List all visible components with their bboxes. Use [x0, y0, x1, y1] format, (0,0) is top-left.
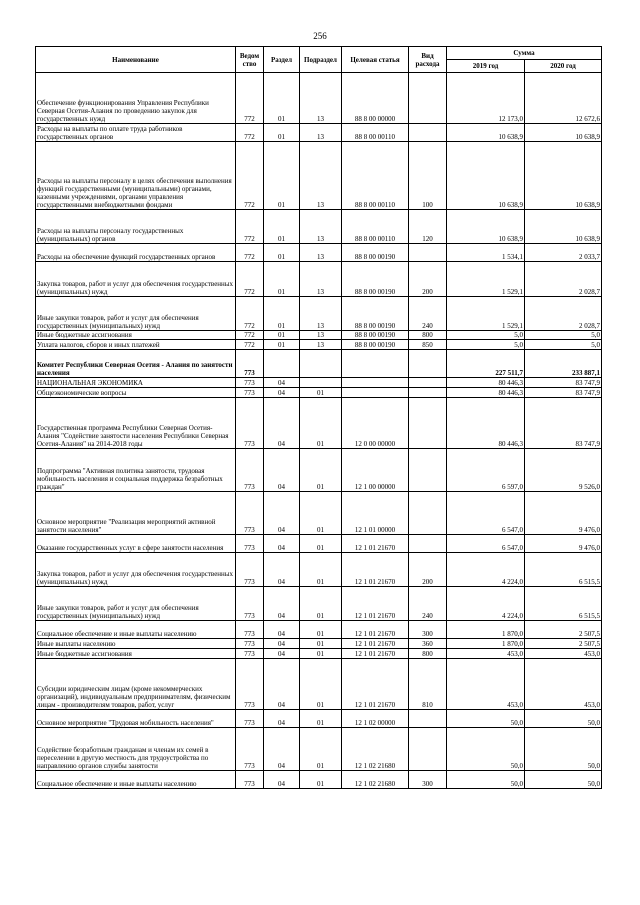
row-target: 12 1 01 21670 [342, 649, 409, 659]
row-target [342, 378, 409, 388]
row-2020: 83 747,9 [525, 378, 602, 388]
row-exp-type: 120 [409, 210, 447, 244]
row-2020: 6 515,5 [525, 553, 602, 587]
row-target: 12 0 00 00000 [342, 398, 409, 449]
row-name: Иные бюджетные ассигнования [36, 649, 236, 659]
table-row [36, 297, 602, 331]
row-subsection: 13 [300, 142, 342, 210]
row-exp-type: 240 [409, 587, 447, 621]
row-2020: 9 476,0 [525, 535, 602, 553]
row-target: 88 8 00 00190 [342, 262, 409, 297]
row-subsection: 01 [300, 587, 342, 621]
row-name: Иные закупки товаров, работ и услуг для обеспечения государственных (муниципальных) нужд [36, 297, 236, 331]
row-dept: 773 [236, 659, 264, 710]
row-name: Иные закупки товаров, работ и услуг для обеспечения государственных (муниципальных) нужд [36, 587, 236, 621]
page-number: 256 [313, 31, 327, 41]
row-dept: 773 [236, 621, 264, 639]
row-name: Оказание государственных услуг в сфере занятости населения [36, 535, 236, 553]
row-subsection [300, 378, 342, 388]
row-dept: 773 [236, 649, 264, 659]
row-exp-type: 360 [409, 639, 447, 649]
row-dept: 772 [236, 297, 264, 331]
header-2020: 2020 год [525, 60, 602, 73]
row-2019: 50,0 [447, 728, 525, 771]
row-2019: 10 638,9 [447, 142, 525, 210]
row-exp-type [409, 350, 447, 378]
row-section: 04 [264, 649, 300, 659]
row-dept: 772 [236, 331, 264, 340]
row-2020: 50,0 [525, 728, 602, 771]
row-dept: 773 [236, 553, 264, 587]
header-exp-type: Вид расхода [409, 47, 447, 73]
row-dept: 772 [236, 142, 264, 210]
row-subsection: 01 [300, 621, 342, 639]
row-exp-type: 850 [409, 340, 447, 350]
row-target: 88 8 00 00190 [342, 331, 409, 340]
row-exp-type: 300 [409, 621, 447, 639]
row-target: 88 8 00 00190 [342, 244, 409, 262]
row-exp-type [409, 244, 447, 262]
row-2020: 453,0 [525, 649, 602, 659]
row-target: 12 1 01 00000 [342, 492, 409, 535]
row-2019: 50,0 [447, 710, 525, 728]
row-2019: 6 547,0 [447, 492, 525, 535]
table-row [36, 73, 602, 124]
row-section: 04 [264, 388, 300, 398]
row-exp-type [409, 124, 447, 142]
table-row [36, 492, 602, 535]
budget-table [35, 46, 602, 789]
row-section: 04 [264, 587, 300, 621]
row-2019: 50,0 [447, 771, 525, 789]
row-dept: 773 [236, 350, 264, 378]
row-2020: 9 476,0 [525, 492, 602, 535]
row-2020: 50,0 [525, 771, 602, 789]
row-section: 01 [264, 340, 300, 350]
row-subsection: 01 [300, 771, 342, 789]
row-name: Подпрограмма "Активная политика занятости, трудовая мобильность населения и социальная поддержка безработных граждан" [36, 449, 236, 492]
row-dept: 773 [236, 388, 264, 398]
row-2019: 4 224,0 [447, 587, 525, 621]
row-exp-type: 200 [409, 262, 447, 297]
row-subsection: 01 [300, 553, 342, 587]
row-target: 12 1 02 00000 [342, 710, 409, 728]
row-name: Основное мероприятие "Реализация мероприятий активной занятости населения" [36, 492, 236, 535]
row-dept: 773 [236, 449, 264, 492]
table-row [36, 659, 602, 710]
row-target: 88 8 00 00110 [342, 142, 409, 210]
row-2019: 1 534,1 [447, 244, 525, 262]
row-name: Расходы на выплаты по оплате труда работников государственных органов [36, 124, 236, 142]
row-target: 88 8 00 00110 [342, 210, 409, 244]
row-2020: 2 028,7 [525, 297, 602, 331]
row-exp-type: 100 [409, 142, 447, 210]
row-subsection: 01 [300, 492, 342, 535]
table-row [36, 553, 602, 587]
row-subsection: 13 [300, 210, 342, 244]
row-subsection: 01 [300, 659, 342, 710]
row-target: 88 8 00 00000 [342, 73, 409, 124]
header-section: Раздел [264, 47, 300, 73]
row-2019: 80 446,3 [447, 388, 525, 398]
table-row [36, 621, 602, 639]
row-2020: 2 507,5 [525, 639, 602, 649]
row-exp-type: 810 [409, 659, 447, 710]
row-2020: 12 672,6 [525, 73, 602, 124]
row-target: 88 8 00 00110 [342, 124, 409, 142]
table-row [36, 378, 602, 388]
row-section: 04 [264, 621, 300, 639]
row-target: 12 1 01 21670 [342, 621, 409, 639]
row-dept: 772 [236, 124, 264, 142]
row-name: Уплата налогов, сборов и иных платежей [36, 340, 236, 350]
row-name: Иные выплаты населению [36, 639, 236, 649]
row-target: 12 1 01 21670 [342, 553, 409, 587]
table-row [36, 142, 602, 210]
row-2020: 2 033,7 [525, 244, 602, 262]
row-2020: 5,0 [525, 331, 602, 340]
header-subsection: Подраздел [300, 47, 342, 73]
row-2019: 10 638,9 [447, 124, 525, 142]
row-subsection: 01 [300, 710, 342, 728]
row-2020: 10 638,9 [525, 142, 602, 210]
row-section: 01 [264, 142, 300, 210]
row-exp-type [409, 728, 447, 771]
table-row [36, 340, 602, 350]
row-name: Общеэкономические вопросы [36, 388, 236, 398]
row-2019: 6 597,0 [447, 449, 525, 492]
row-section: 04 [264, 710, 300, 728]
row-target: 12 1 02 21680 [342, 771, 409, 789]
row-2020: 2 028,7 [525, 262, 602, 297]
row-exp-type: 800 [409, 649, 447, 659]
row-subsection: 01 [300, 388, 342, 398]
row-section: 01 [264, 210, 300, 244]
row-2019: 1 870,0 [447, 621, 525, 639]
row-dept: 773 [236, 398, 264, 449]
row-exp-type: 300 [409, 771, 447, 789]
row-2020: 10 638,9 [525, 124, 602, 142]
row-target: 12 1 01 21670 [342, 535, 409, 553]
row-section: 01 [264, 73, 300, 124]
row-subsection: 01 [300, 449, 342, 492]
row-name: Содействие безработным гражданам и членам их семей в переселении в другую местность для трудоустройства по направлению органов службы занятости [36, 728, 236, 771]
row-section: 01 [264, 262, 300, 297]
row-exp-type [409, 378, 447, 388]
table-row [36, 771, 602, 789]
row-target: 88 8 00 00190 [342, 297, 409, 331]
row-section: 04 [264, 553, 300, 587]
row-subsection [300, 350, 342, 378]
row-2019: 1 870,0 [447, 639, 525, 649]
row-subsection: 01 [300, 649, 342, 659]
row-2020: 453,0 [525, 659, 602, 710]
row-2020: 50,0 [525, 710, 602, 728]
row-2019: 80 446,3 [447, 398, 525, 449]
table-row [36, 639, 602, 649]
row-2019: 1 529,1 [447, 297, 525, 331]
row-name: Закупка товаров, работ и услуг для обеспечения государственных (муниципальных) нужд [36, 262, 236, 297]
row-subsection: 01 [300, 535, 342, 553]
row-section: 01 [264, 244, 300, 262]
header-sum: Сумма [447, 47, 602, 60]
row-name: НАЦИОНАЛЬНАЯ ЭКОНОМИКА [36, 378, 236, 388]
row-name: Социальное обеспечение и иные выплаты населению [36, 771, 236, 789]
row-target [342, 388, 409, 398]
row-dept: 773 [236, 378, 264, 388]
row-name: Государственная программа Республики Северная Осетия-Алания "Содействие занятости населения Республики Северная Осетия-Алания" на 2014-2018 годы [36, 398, 236, 449]
row-exp-type: 200 [409, 553, 447, 587]
row-dept: 773 [236, 587, 264, 621]
row-target: 12 1 00 00000 [342, 449, 409, 492]
row-subsection: 01 [300, 639, 342, 649]
row-2019: 453,0 [447, 649, 525, 659]
row-2019: 1 529,1 [447, 262, 525, 297]
table-row [36, 350, 602, 378]
row-section: 04 [264, 728, 300, 771]
row-2020: 9 526,0 [525, 449, 602, 492]
row-2020: 233 887,1 [525, 350, 602, 378]
row-exp-type: 240 [409, 297, 447, 331]
table-row [36, 710, 602, 728]
row-2019: 5,0 [447, 340, 525, 350]
row-dept: 772 [236, 262, 264, 297]
row-section: 01 [264, 124, 300, 142]
row-section: 04 [264, 449, 300, 492]
row-dept: 773 [236, 639, 264, 649]
table-row [36, 649, 602, 659]
row-subsection: 13 [300, 73, 342, 124]
row-subsection: 13 [300, 297, 342, 331]
row-exp-type [409, 73, 447, 124]
header-name: Наименование [36, 47, 236, 73]
row-2019: 5,0 [447, 331, 525, 340]
table-row [36, 449, 602, 492]
table-row [36, 388, 602, 398]
row-section: 04 [264, 771, 300, 789]
row-name: Иные бюджетные ассигнования [36, 331, 236, 340]
row-name: Расходы на выплаты персоналу государственных (муниципальных) органов [36, 210, 236, 244]
row-section [264, 350, 300, 378]
row-subsection: 13 [300, 331, 342, 340]
row-dept: 772 [236, 210, 264, 244]
table-row [36, 728, 602, 771]
row-target: 12 1 02 21680 [342, 728, 409, 771]
table-row [36, 331, 602, 340]
row-target: 88 8 00 00190 [342, 340, 409, 350]
row-2019: 4 224,0 [447, 553, 525, 587]
row-name: Расходы на обеспечение функций государственных органов [36, 244, 236, 262]
row-exp-type [409, 492, 447, 535]
row-target: 12 1 01 21670 [342, 639, 409, 649]
row-dept: 773 [236, 728, 264, 771]
row-target [342, 350, 409, 378]
header-2019: 2019 год [447, 60, 525, 73]
row-dept: 772 [236, 73, 264, 124]
row-subsection: 13 [300, 340, 342, 350]
row-2020: 6 515,5 [525, 587, 602, 621]
row-name: Субсидии юридическим лицам (кроме некоммерческих организаций), индивидуальным предпринимателям, физическим лицам - производителям товаров, работ, услуг [36, 659, 236, 710]
row-section: 04 [264, 659, 300, 710]
row-2020: 2 507,5 [525, 621, 602, 639]
row-target: 12 1 01 21670 [342, 587, 409, 621]
row-2019: 453,0 [447, 659, 525, 710]
header-dept: Ведом ство [236, 47, 264, 73]
row-dept: 772 [236, 244, 264, 262]
row-2020: 10 638,9 [525, 210, 602, 244]
row-target: 12 1 01 21670 [342, 659, 409, 710]
row-2019: 6 547,0 [447, 535, 525, 553]
row-dept: 772 [236, 340, 264, 350]
row-subsection: 13 [300, 124, 342, 142]
row-name: Закупка товаров, работ и услуг для обеспечения государственных (муниципальных) нужд [36, 553, 236, 587]
row-2020: 5,0 [525, 340, 602, 350]
row-2020: 83 747,9 [525, 398, 602, 449]
row-name: Основное мероприятие "Трудовая мобильность населения" [36, 710, 236, 728]
row-subsection: 13 [300, 262, 342, 297]
row-dept: 773 [236, 771, 264, 789]
row-exp-type [409, 398, 447, 449]
table-row [36, 535, 602, 553]
row-2020: 83 747,9 [525, 388, 602, 398]
row-2019: 227 511,7 [447, 350, 525, 378]
table-row [36, 124, 602, 142]
row-exp-type [409, 710, 447, 728]
row-dept: 773 [236, 535, 264, 553]
header-target: Целевая статья [342, 47, 409, 73]
row-name: Комитет Республики Северная Осетия - Алания по занятости населения [36, 350, 236, 378]
row-name: Социальное обеспечение и иные выплаты населению [36, 621, 236, 639]
table-row [36, 210, 602, 244]
row-exp-type [409, 449, 447, 492]
table-row [36, 587, 602, 621]
row-2019: 12 173,0 [447, 73, 525, 124]
row-subsection: 01 [300, 398, 342, 449]
row-dept: 773 [236, 492, 264, 535]
table-row [36, 244, 602, 262]
row-section: 04 [264, 492, 300, 535]
row-exp-type [409, 388, 447, 398]
row-2019: 80 446,3 [447, 378, 525, 388]
table-row [36, 262, 602, 297]
row-exp-type [409, 535, 447, 553]
row-section: 01 [264, 331, 300, 340]
row-section: 04 [264, 535, 300, 553]
row-2019: 10 638,9 [447, 210, 525, 244]
row-subsection: 13 [300, 244, 342, 262]
table-row [36, 398, 602, 449]
row-section: 01 [264, 297, 300, 331]
row-section: 04 [264, 378, 300, 388]
row-exp-type: 800 [409, 331, 447, 340]
row-subsection: 01 [300, 728, 342, 771]
row-name: Обеспечение функционирования Управления Республики Северная Осетия-Алания по проведению закупок для государственных нужд [36, 73, 236, 124]
row-dept: 773 [236, 710, 264, 728]
row-section: 04 [264, 398, 300, 449]
row-name: Расходы на выплаты персоналу в целях обеспечения выполнения функций государственными (муниципальными) органами, казенными учреждениями, органами управления государственными внебюджетными фондами [36, 142, 236, 210]
row-section: 04 [264, 639, 300, 649]
